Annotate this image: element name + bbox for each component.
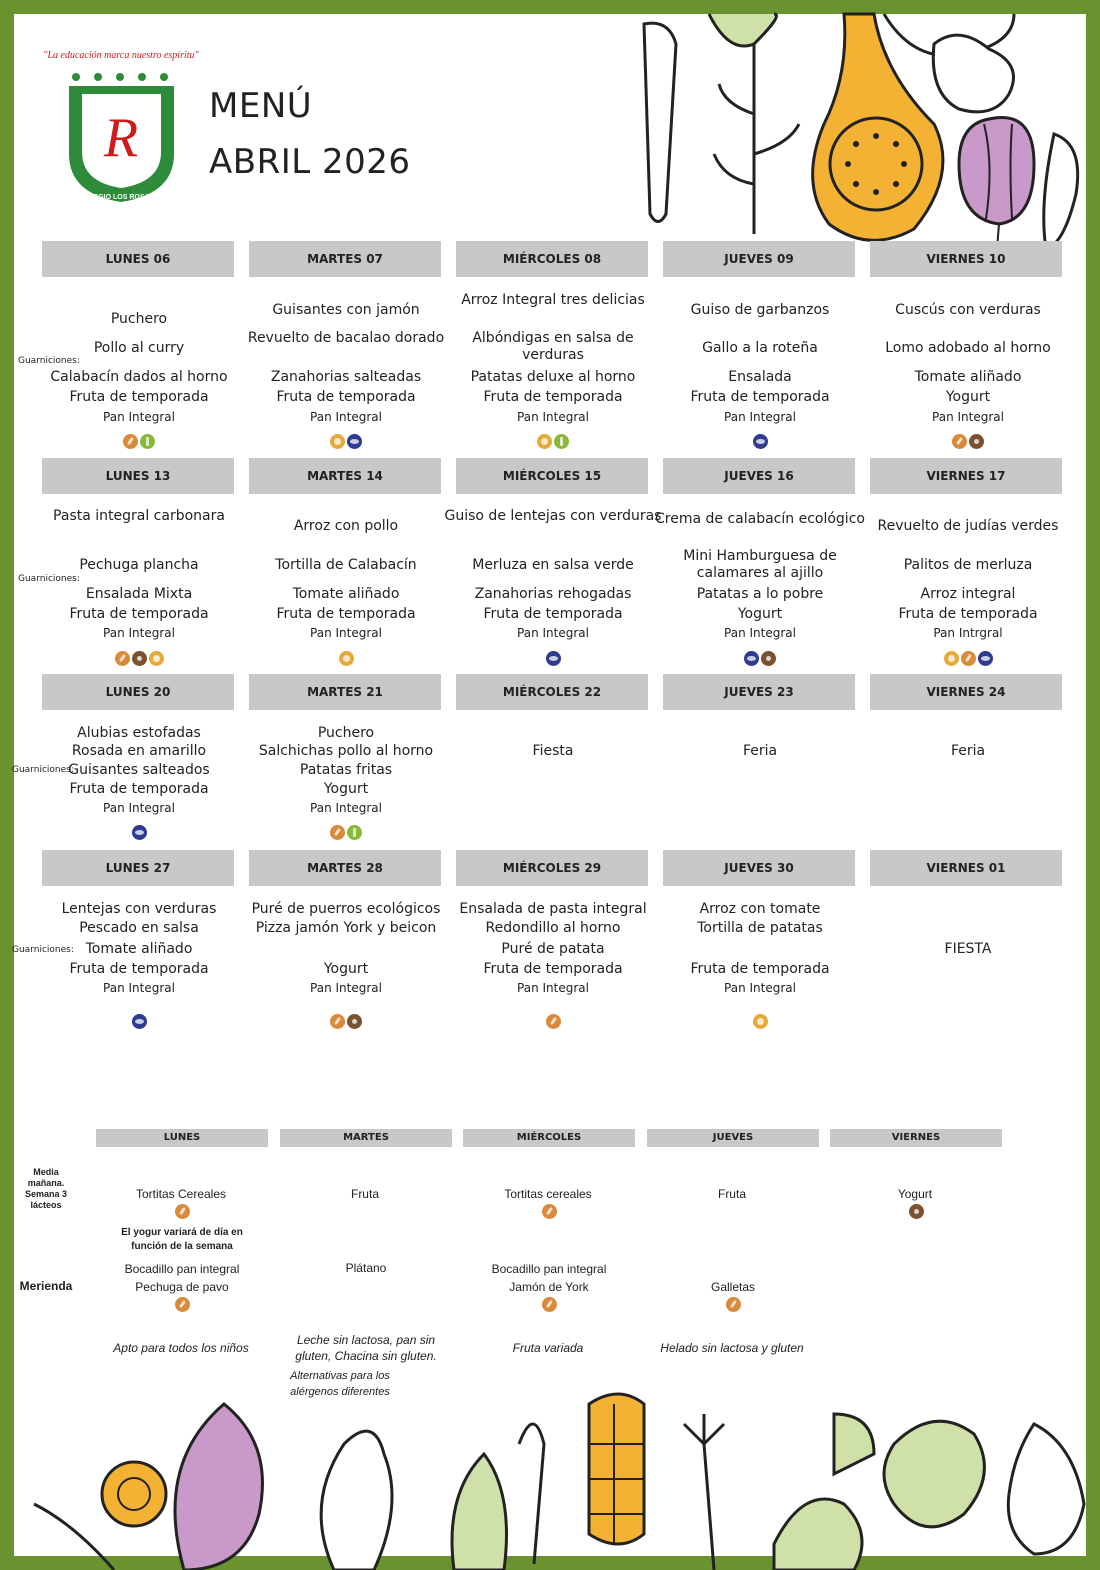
media-manana-item: Fruta [350,1187,379,1201]
day-header: VIERNES 17 [870,458,1062,494]
menu-dish: Puré de patata [501,941,605,957]
bread-label: Pan Integral [310,410,382,424]
menu-dish: Guiso de garbanzos [690,302,830,318]
alternative-item: Helado sin lactosa y gluten [660,1341,804,1355]
vegetables-illustration-bottom [14,1384,1100,1570]
alternative-item: Fruta variada [512,1341,584,1355]
frutos-allergen-icon [969,434,984,449]
bread-label: Pan Integral [310,981,382,995]
menu-dish: Fruta de temporada [276,606,416,622]
pescado-allergen-icon [132,825,147,840]
huevo-allergen-icon [149,651,164,666]
allergen-icons [858,434,1078,450]
allergen-icons [650,651,870,667]
gluten-allergen-icon [330,1014,345,1029]
menu-dish: Tomate aliñado [914,369,1022,385]
logo-name: COLEGIO LOS ROSALES [78,194,164,201]
day-header: LUNES 27 [42,850,234,886]
gluten-allergen-icon [542,1204,557,1219]
menu-dish: Tomate aliñado [85,941,193,957]
menu-dish: Yogurt [323,781,369,797]
menu-dish: Patatas deluxe al horno [470,369,636,385]
menu-dish: Fruta de temporada [483,961,623,977]
frutos-allergen-icon [909,1204,924,1219]
menu-dish: Yogurt [323,961,369,977]
day-header: VIERNES 01 [870,850,1062,886]
menu-dish: Palitos de merluza [903,557,1033,573]
gluten-allergen-icon [961,651,976,666]
menu-dish: Arroz integral [920,586,1016,602]
day-header: MARTES 07 [249,241,441,277]
guarniciones-label: Guarniciones: [12,945,74,955]
allergen-icons [236,1014,456,1030]
day-header: MIÉRCOLES 22 [456,674,648,710]
pescado-allergen-icon [546,651,561,666]
menu-dish: Albóndigas en salsa de verduras [472,330,634,363]
menu-dish: Feria [950,743,986,759]
menu-dish: Pollo al curry [93,340,185,356]
menu-dish: Ensalada Mixta [85,586,193,602]
bread-label: Pan Integral [103,626,175,640]
bread-label: Pan Integral [724,410,796,424]
allergen-icons [29,1014,249,1030]
allergen-icons [29,434,249,450]
menu-dish: Pizza jamón York y beicon [255,920,437,936]
lactosa-allergen-icon [554,434,569,449]
gluten-allergen-icon [542,1297,557,1312]
media-manana-item: Yogurt [897,1187,933,1201]
merienda-item: Plátano [345,1261,387,1275]
menu-dish: Zanahorias rehogadas [474,586,632,602]
guarniciones-label: Guarniciones: [18,356,80,366]
huevo-allergen-icon [339,651,354,666]
allergen-icons [236,651,456,667]
day-header: MARTES 21 [249,674,441,710]
logo-motto: "La educación marca nuestro espíritu" [43,50,199,61]
menu-dish: Ensalada [728,369,792,385]
day-header: MARTES 28 [249,850,441,886]
allergen-icons [29,825,249,841]
bread-label: Pan Integral [724,626,796,640]
menu-dish: Yogurt [945,389,991,405]
gluten-allergen-icon [726,1297,741,1312]
menu-dish: Fruta de temporada [483,389,623,405]
alternative-item: Leche sin lactosa, pan sin gluten, Chacina sin gluten. [295,1333,437,1363]
merienda-item: Bocadillo pan integral [124,1262,240,1276]
frutos-allergen-icon [761,651,776,666]
huevo-allergen-icon [753,1014,768,1029]
menu-dish: Puchero [317,725,375,741]
menu-dish: FIESTA [944,941,992,957]
day-header: JUEVES 09 [663,241,855,277]
menu-dish: Fruta de temporada [690,389,830,405]
menu-dish: Arroz con tomate [699,901,821,917]
bread-label: Pan Integral [103,410,175,424]
allergen-icons [443,1014,663,1030]
merienda-item: Jamón de York [509,1280,589,1294]
menu-dish: Fruta de temporada [69,606,209,622]
allergen-icons [650,1014,870,1030]
menu-dish: Feria [742,743,778,759]
bread-label: Pan Integral [517,981,589,995]
menu-dish: Cuscús con verduras [895,302,1041,318]
gluten-allergen-icon [952,434,967,449]
allergen-icons [858,651,1078,667]
menu-dish: Guiso de lentejas con verduras [444,508,662,524]
huevo-allergen-icon [330,434,345,449]
pescado-allergen-icon [753,434,768,449]
menu-dish: Guisantes con jamón [272,302,420,318]
menu-dish: Tortilla de Calabacín [275,557,417,573]
menu-dish: Patatas fritas [299,762,393,778]
bread-label: Pan Integral [310,801,382,815]
menu-dish: Pasta integral carbonara [53,508,225,524]
guarniciones-label: Guarniciones: [12,765,74,775]
menu-dish: Guisantes salteados [68,762,210,778]
bread-label: Pan Integral [103,801,175,815]
page-subtitle: ABRIL 2026 [209,142,411,182]
allergen-icons [29,651,249,667]
day-header: LUNES 06 [42,241,234,277]
menu-dish: Zanahorias salteadas [270,369,422,385]
day-header: LUNES 20 [42,674,234,710]
bread-label: Pan Integral [517,410,589,424]
menu-dish: Tortilla de patatas [697,920,823,936]
menu-dish: Mini Hamburguesa de calamares al ajillo [683,548,837,581]
day-header: MARTES 14 [249,458,441,494]
pescado-allergen-icon [978,651,993,666]
menu-dish: Fruta de temporada [276,389,416,405]
day-header: JUEVES 16 [663,458,855,494]
bread-label: Pan Intrgral [933,626,1003,640]
merienda-item: Bocadillo pan integral [491,1262,607,1276]
snack-day-header: LUNES [96,1129,268,1147]
snack-day-header: MIÉRCOLES [463,1129,635,1147]
gluten-allergen-icon [175,1204,190,1219]
menu-dish: Puchero [110,311,168,327]
snack-day-header: MARTES [280,1129,452,1147]
merienda-item: Galletas [710,1280,756,1294]
vegetables-illustration-top [614,14,1100,254]
snack-day-header: VIERNES [830,1129,1002,1147]
bread-label: Pan Integral [103,981,175,995]
huevo-allergen-icon [537,434,552,449]
huevo-allergen-icon [944,651,959,666]
media-manana-item: Fruta [717,1187,746,1201]
media-manana-label: Media mañana. Semana 3 lácteos [24,1167,68,1210]
pescado-allergen-icon [132,1014,147,1029]
menu-dish: Fiesta [532,743,574,759]
menu-dish: Alubias estofadas [77,725,201,741]
menu-dish: Redondillo al horno [485,920,621,936]
gluten-allergen-icon [123,434,138,449]
menu-dish: Puré de puerros ecológicos [251,901,441,917]
snack-day-header: JUEVES [647,1129,819,1147]
menu-dish: Pescado en salsa [79,920,199,936]
day-header: JUEVES 30 [663,850,855,886]
gluten-allergen-icon [546,1014,561,1029]
pescado-allergen-icon [347,434,362,449]
menu-dish: Fruta de temporada [69,389,209,405]
menu-dish: Ensalada de pasta integral [459,901,647,917]
day-header: VIERNES 10 [870,241,1062,277]
menu-dish: Arroz con pollo [293,518,399,534]
menu-dish: Patatas a lo pobre [696,586,824,602]
allergen-icons [236,434,456,450]
allergen-icons [443,651,663,667]
menu-dish: Fruta de temporada [483,606,623,622]
pescado-allergen-icon [744,651,759,666]
menu-dish: Lomo adobado al horno [885,340,1051,356]
school-logo [43,44,199,209]
gluten-allergen-icon [115,651,130,666]
menu-dish: Rosada en amarillo [71,743,207,759]
menu-dish: Salchichas pollo al horno [258,743,434,759]
menu-dish: Crema de calabacín ecológico [655,511,865,527]
bread-label: Pan Integral [932,410,1004,424]
bread-label: Pan Integral [517,626,589,640]
merienda-label: Merienda [19,1279,73,1293]
lactosa-allergen-icon [140,434,155,449]
bread-label: Pan Integral [310,626,382,640]
menu-dish: Revuelto de judías verdes [877,518,1059,534]
menu-dish: Fruta de temporada [690,961,830,977]
menu-dish: Pechuga plancha [79,557,199,573]
gluten-allergen-icon [330,825,345,840]
allergen-icons [236,825,456,841]
day-header: MIÉRCOLES 15 [456,458,648,494]
menu-dish: Fruta de temporada [69,781,209,797]
menu-dish: Merluza en salsa verde [472,557,634,573]
menu-dish: Yogurt [737,606,783,622]
merienda-item: Pechuga de pavo [135,1280,229,1294]
gluten-allergen-icon [175,1297,190,1312]
day-header: MIÉRCOLES 08 [456,241,648,277]
yogur-note: El yogur variará de día en función de la semana [121,1227,243,1252]
frutos-allergen-icon [347,1014,362,1029]
day-header: MIÉRCOLES 29 [456,850,648,886]
logo-initial: R [103,107,139,169]
lactosa-allergen-icon [347,825,362,840]
page-title: MENÚ [209,86,313,126]
bread-label: Pan Integral [724,981,796,995]
menu-dish: Arroz Integral tres delicias [461,292,645,308]
menu-dish: Fruta de temporada [898,606,1038,622]
guarniciones-label: Guarniciones: [18,574,80,584]
menu-dish: Tomate aliñado [292,586,400,602]
media-manana-item: Tortitas Cereales [135,1187,227,1201]
menu-dish: Lentejas con verduras [61,901,217,917]
menu-dish: Calabacín dados al horno [50,369,228,385]
allergen-icons [443,434,663,450]
day-header: LUNES 13 [42,458,234,494]
alternatives-note: Alternativas para los alérgenos diferentes [290,1370,390,1398]
alternative-item: Apto para todos los niños [113,1341,249,1355]
media-manana-item: Tortitas cereales [504,1187,592,1201]
frutos-allergen-icon [132,651,147,666]
day-header: VIERNES 24 [870,674,1062,710]
menu-dish: Fruta de temporada [69,961,209,977]
allergen-icons [650,434,870,450]
menu-dish: Gallo a la roteña [702,340,818,356]
day-header: JUEVES 23 [663,674,855,710]
menu-dish: Revuelto de bacalao dorado [247,330,445,346]
